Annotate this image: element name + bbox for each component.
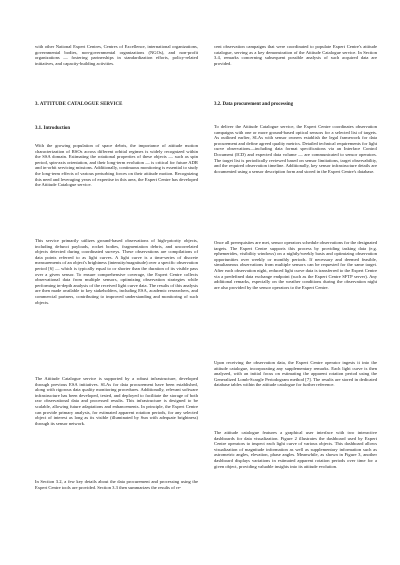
procurement-paragraph-4	[214, 430, 377, 469]
subsection-heading	[35, 126, 198, 131]
paragraph: The Attitude Catalogue service is supported by a robust infrastructure, developed through previous ESA initiatives. SLAs for data procurement have been established, along with rigorous data quality monitoring procedures. Additionally, relevant software infrastructure has been developed, tested, and deployed to facilitate the storage of both raw observational data and processed results. This infrastructure is designed to be scalable, allowing future adaptations and enhancements. In principle, the Expert Centre can provide primary analysis, for estimated apparent rotation periods, for any selected object of interest as long as its visible (illuminated by Sun with adequate brightness) through its sensor network.	[35, 376, 198, 426]
procurement-paragraph-3	[214, 360, 377, 388]
paragraph: cent observation campaigns that were coordinated to populate Expert Centre's attitude catalogue, serving as a key demonstration of the Attitude Catalogue service. In Section 3.4, remarks concerning subsequent possible analysis of such acquired data are provided.	[214, 44, 377, 66]
paragraph: In Section 3.2, a few key details about the data procurement and processing using the Expert Centre tools are provided. Section 3.3 then summarizes the results of re-	[35, 479, 198, 490]
intro-paragraph-1	[35, 143, 198, 188]
paragraph: With the growing population of space debris, the importance of attitude motion characterization of RSOs across different orbital regimes is widely recognized within the SSA domain. Estimating the rotational properties of these objects — such as spin period, spin-axis orientation, and their long-term evolution — is critical for future ADR and in-orbit servicing missions. Additionally, continuous monitoring is essential to study the long-term effects of various perturbing forces on their attitude motion. Recognizing this need and leveraging years of expertise in this area, the Expert Centre has developed the Attitude Catalogue service.	[35, 143, 198, 188]
subsection-title: 3.1. Introduction	[35, 126, 71, 131]
intro-paragraph-4	[35, 479, 198, 490]
paragraph: Once all prerequisites are met, sensor operators schedule observations for the designated targets. The Expert Centre supports this process by providing tasking data (e.g. ephemerides, visibility windows) on a nightly/weekly basis and optimizing observation opportunities over weekly or monthly periods. If necessary and deemed feasible, simultaneous observations from multiple sensors can be requested for the same target. After each observation night, reduced light curve data is transferred to the Expert Centre via a predefined data exchange endpoint (such as the Expert Centre SFTP server). Any additional remarks, especially on the weather conditions during the observation night are also provided by the sensor operators to the Expert Centre.	[214, 240, 377, 290]
section-heading	[35, 102, 198, 107]
subsection-title: 3.2. Data procurement and processing	[214, 102, 294, 107]
intro-paragraph-3	[35, 376, 198, 426]
subsection-heading	[214, 102, 377, 107]
paragraph: This service primarily utilizes ground-based observations of high-priority objects, including defunct payloads, rocket bodies, fragmentation debris, and uncorrelated objects detected during coordinated surveys. These observations are compilations of data points referred to as light curves. A light curve is a time-series of discrete measurements of an object's brightness (intensity/magnitude) over a specific observation period [6] — which is typically equal to or shorter than the duration of its visible pass over a given sensor. To ensure comprehensive coverage, the Expert Centre collects observational data from multiple sensors, optimizing observation strategies while performing in-depth analysis of the received light curve data. The results of this analysis are then made available to key stakeholders, including ESA, academic researchers, and commercial partners, contributing to improved understanding and monitoring of such objects.	[35, 238, 198, 305]
procurement-paragraph-1	[214, 124, 377, 174]
paragraph: The attitude catalogue features a graphical user interface with two interactive dashboards for data visualization. Figure 2 illustrates the dashboard used by Expert Centre operators to inspect each light curve of various objects. This dashboard allows visualization of magnitude information as well as supplementary information such as astrometric angles, elevation, phase angles. Meanwhile, as shown in Figure 3, another dashboard displays variations in estimated apparent rotation periods over time for a given object, providing valuable insights into its attitude evolution.	[214, 430, 377, 469]
procurement-paragraph-2	[214, 240, 377, 290]
paragraph: Upon receiving the observation data, the Expert Centre operator ingests it into the attitude catalogue, incorporating any supplementary remarks. Each light curve is then analyzed, with an initial focus on estimating the apparent rotation period using the Generalized Lomb-Scargle Periodogram method [7]. The results are stored in dedicated database tables within the attitude catalogue for further reference.	[214, 360, 377, 388]
intro-tail-paragraph	[35, 44, 198, 66]
paragraph: with other National Expert Centres, Centres of Excellence, international organizations, governmental bodies, non-governmental organizations (NGOs), and non-profit organizations — fostering partnerships in standardization efforts, policy-related initiatives, and capacity-building activities.	[35, 44, 198, 66]
section-title: 3. ATTITUDE CATALOGUE SERVICE	[35, 102, 123, 107]
continued-paragraph	[214, 44, 377, 66]
intro-paragraph-2	[35, 238, 198, 305]
paragraph: To deliver the Attitude Catalogue service, the Expert Centre coordinates observation campaigns with one or more ground-based optical sensors for a selected list of targets. As outlined earlier, SLAs with sensor owners establish the legal framework for data procurement and define agreed quality metrics. Detailed technical requirements for light curve observations—including data format specifications via an Interface Control Document (ICD) and expected data volume — are communicated to sensor operators. The target list is periodically reviewed based on sensor limitations, target observability, and the required observation timeline. Additionally, key sensor infrastructure details are documented using a sensor description form and stored in the Expert Centre's database.	[214, 124, 377, 174]
